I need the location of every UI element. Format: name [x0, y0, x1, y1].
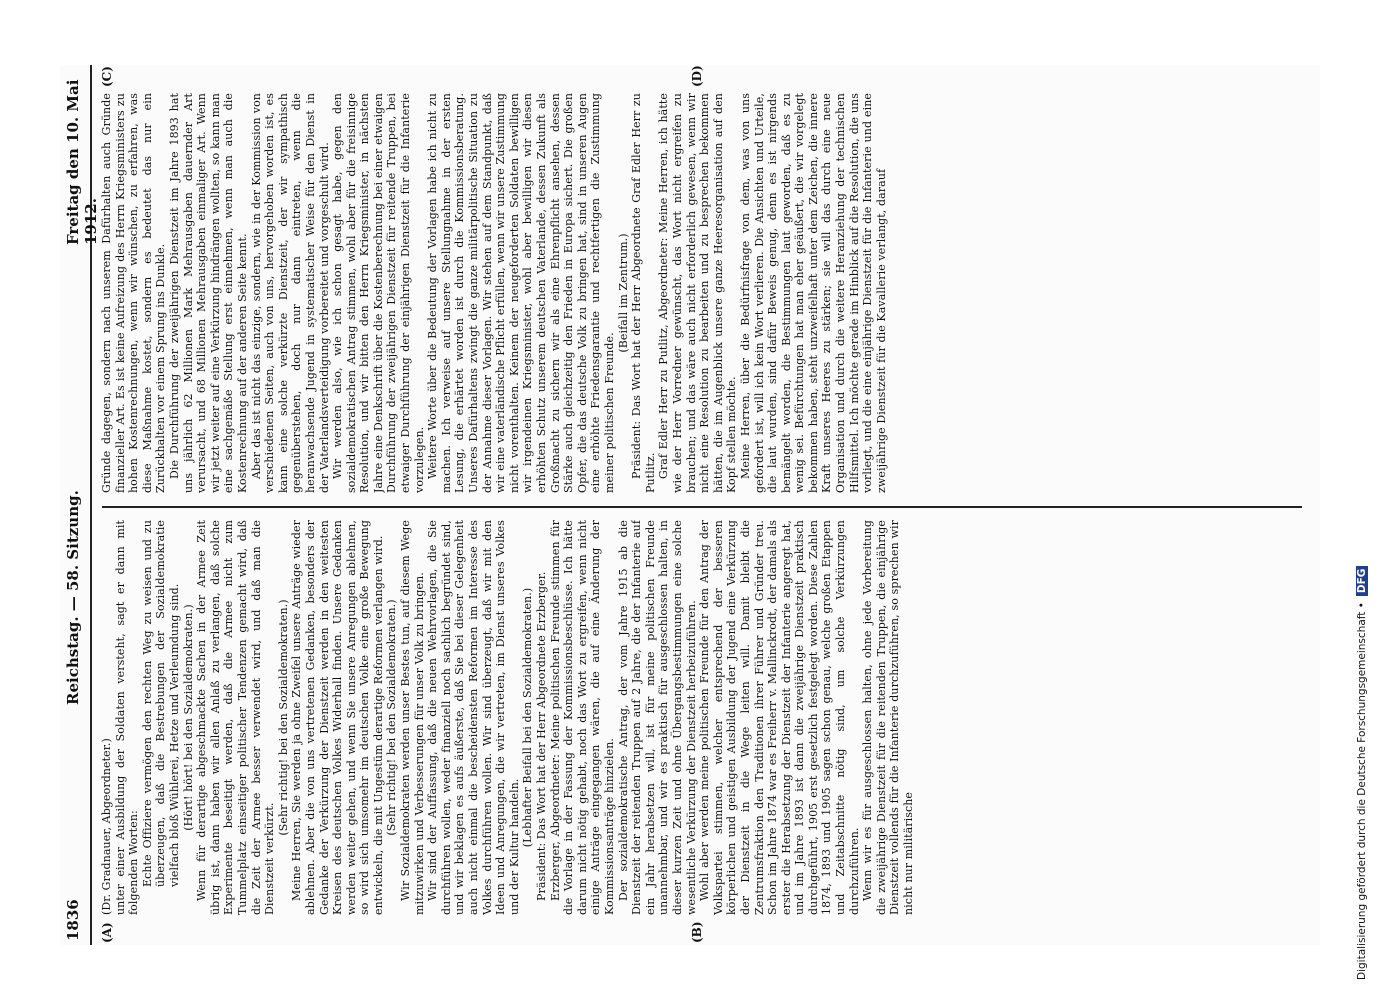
- page-header: [60, 65, 100, 945]
- paragraph: Wir werden also, wie ich schon gesagt habe, gegen den sozialdemokratischen Antrag stimmen, wohl aber für die freisinnige Resolution, und wir bitten den Herrn Kriegsminister, in nächsten Jahre eine Denkschrift über die Kostenberechnung bei einer etwaigen Durchführung der zweijährigen Dienstzeit für reitende Truppen, bei etwaiger Durchführung der einjährigen Dienstzeit für die Infanterie vorzulegen.: [331, 93, 426, 493]
- paragraph: Wir Sozialdemokraten werden unser Bestes tun, auf diesem Wege mitzuwirken und Verbesserungen für unser Volk zu bringen.: [399, 520, 426, 915]
- digitization-credit: [1356, 0, 1372, 980]
- paragraph: Wohl aber werden meine politischen Freunde für den Antrag der Volkspartei stimmen, welcher entsprechend der besseren körperlichen und geistigen Ausbildung der Jugend eine Verkürzung der Dienstzeit in die Wege leiten will. Damit bleibt die Zentrumsfraktion den Traditionen ihrer Führer und Gründer treu. Schon im Jahre 1874 war es Freiherr v. Mallinckrodt, der damals als erster die Herabsetzung der Dienstzeit der Infanterie angeregt hat, und im Jahre 1893 ist dann die zweijährige Dienstzeit praktisch durchgeführt, 1905 erst gesetzlich festgelegt worden. Diese Zahlen 1874, 1893 und 1905 sagen schon genau, welche großen Etappen und Zeitabschnitte nötig sind, um solche Verkürzungen durchzuführen.: [698, 520, 861, 915]
- paragraph: Meine Herren, über die Bedürfnisfrage von dem, was von uns gefordert ist, will ich kein Wort verlieren. Die Ansichten und Urteile, die laut wurden, sind dafür Beweis genug, denn es ist nirgends bemängelt worden, die Bestimmungen laut geworden, daß es zu wenig sei. Befürchtungen hat man eher geäußert, die wir vorgelegt bekommen haben, steht unzweifelhaft unter dem Zeichen, die innere Kraft unseres Heeres zu stärken; sie will das durch eine neue Organisation und durch die weitere Heranziehung der technischen Hilfsmittel. Ich möchte gerade im Hinblick auf die Resolution, die uns vorliegt, und die eine einjährige Dienstzeit für die Infanterie und eine zweijährige Dienstzeit für die Kavallerie verlangt, darauf: [738, 93, 888, 493]
- paragraph: Wir sind der Auffassung, daß die neuen Wehrvorlagen, die Sie durchführen wollen, weder finanziell noch sachlich begründet sind, und wir beklagen es aufs äußerste, daß Sie bei dieser Gelegenheit auch nicht einmal die bescheidensten Reformen im Interesse des Volkes durchführen wollen. Wir sind überzeugt, daß wir mit den Ideen und Anregungen, die wir vertreten, im Dienst unseres Volkes und der Kultur handeln.: [426, 520, 521, 915]
- left-text-column: [100, 520, 1315, 915]
- interjection: (Sehr richtig! bei den Sozialdemokraten.): [385, 599, 399, 836]
- paragraph: Gründe dagegen, sondern nach unserem Dafürhalten auch Gründe finanzieller Art. Es ist keine Aufreizung des Herrn Kriegsministers zu hohen Kostenrechnungen, wenn wir wünschen, zu erfahren, was diese Maßnahme kostet, sondern es bedeutet das nur ein Zurückhalten vor einem Sprung ins Dunkle.: [100, 93, 168, 493]
- page-number: 1836: [64, 899, 82, 941]
- interjection: (Beifall im Zentrum.): [616, 233, 630, 353]
- page-date: Freitag den 10. Mai 1912.: [64, 79, 100, 245]
- quotation: Echte Offiziere vermögen den rechten Weg zu weisen und zu überzeugen, daß die Bestrebungen der Sozialdemokratie vielfach bloß Wühlerei, Hetze und Verleumdung sind.: [140, 520, 181, 887]
- interjection: (Hört! hört! bei den Sozialdemokraten.): [181, 604, 195, 831]
- paragraph: Weitere Worte über die Bedeutung der Vorlagen habe ich nicht zu machen. Ich verweise auf unsere Stellungnahme in der ersten Lesung, die erhärtet worden ist durch die Kommissionsberatung. Unseres Dafürhaltens zwingt die ganze militärpolitische Situation zu der Annahme dieser Vorlagen. Wir stehen auf dem Standpunkt, daß wir eine vaterländische Pflicht erfüllen, wenn wir unsere Zustimmung nicht vorenthalten. Keinem der neugeforderten Soldaten bewilligen wir irgendeinen Kriegsminister, wohl aber bewilligen wir diesen erhöhten Schutz unserem deutschen Vaterlande, dessen Zukunft als Großmacht zu sichern wir als eine Ehrenpflicht ansehen, dessen Stärke auch gleichzeitig den Frieden in Europa sichert. Die großen Opfer, die das deutsche Volk zu bringen hat, sind in unseren Augen eine erhöhte Friedensgarantie und rechtfertigen die Zustimmung meiner politischen Freunde.: [426, 93, 616, 493]
- paragraph: Aber das ist nicht das einzige, sondern, wie in der Kommission von verschiedenen Seiten, auch von uns, hervorgehoben worden ist, es kann eine solche verkürzte Dienstzeit, der wir sympathisch gegenüberstehen, doch nur dann eintreten, wenn die heranwachsende Jugend in systematischer Weise für den Dienst in der Vaterlandsverteidigung vorbereitet und vorgeschult wird.: [249, 93, 331, 493]
- margin-letter-a: (A): [100, 922, 114, 943]
- credit-text: Digitalisierung gefördert durch die Deutsche Forschungsgemeinschaft •: [1356, 602, 1368, 980]
- column-divider: [102, 506, 1302, 508]
- interjection: (Lebhafter Beifall bei den Sozialdemokraten.): [521, 587, 535, 848]
- paragraph: Wenn wir es für ausgeschlossen halten, ohne jede Vorbereitung die zweijährige Dienstzeit für die reitenden Truppen, die einjährige Dienstzeit vollends für die Infanterie durchzuführen, so sprechen wir nicht nur militärische: [861, 520, 916, 915]
- page-title: Reichstag. — 58. Sitzung.: [64, 490, 82, 705]
- paragraph: Die Durchführung der zweijährigen Dienstzeit im Jahre 1893 hat uns jährlich 62 Millionen Mark Mehrausgaben dauernder Art verursacht, und 68 Millionen Mehrausgaben einmaliger Art. Wenn wir jetzt weiter auf eine Verkürzung hindrängen wollten, so kann man eine sachgemäße Stellung erst einnehmen, wenn man auch die Kostenrechnung auf der anderen Seite kennt.: [167, 93, 249, 493]
- margin-letter-b: (B): [690, 921, 704, 943]
- dfg-logo: DFG: [1356, 566, 1368, 597]
- paragraph: Meine Herren, Sie werden ja ohne Zweifel unsere Anträge wieder ablehnen. Aber die von uns vertretenen Gedanken, besonders der Gedanke der Verkürzung der Dienstzeit werden in den weitesten Kreisen des deutschen Volkes Widerhall finden. Unsere Gedanken werden weiter gehen, und wenn Sie unsere Anregungen ablehnen, so wird sich umsomehr im deutschen Volke eine große Bewegung entwickeln, die mit Ungestüm derartige Reformen verlangen wird.: [290, 520, 385, 915]
- right-text-column: [100, 93, 1315, 493]
- paragraph: Der sozialdemokratische Antrag, der vom Jahre 1915 ab die Dienstzeit der reitenden Truppen auf 2 Jahre, die der Infanterie auf ein Jahr herabsetzen will, ist für meine politischen Freunde unannehmbar, und wir es praktisch für ausgeschlossen halten, in dieser kurzen Zeit und ohne Übergangsbestimmungen eine solche wesentliche Verkürzung der Dienstzeit herbeizuführen.: [616, 520, 698, 915]
- paragraph: (Dr. Gradnauer, Abgeordneter.): [100, 738, 113, 915]
- speaker-paragraph: Erzberger, Abgeordneter: Meine politischen Freunde stimmen für die Vorlage in der Fassung der Kommissionsbeschlüsse. Ich hätte darum nicht nötig gehabt, noch das Wort zu ergreifen, wenn nicht einige Anträge eingegangen wären, die auf eine Änderung der Kommissionsanträge hinzielen.: [548, 520, 616, 915]
- speaker-paragraph: Präsident: Das Wort hat der Herr Abgeordnete Graf Edler Herr zu Putlitz.: [630, 93, 657, 493]
- speaker-paragraph: Graf Edler Herr zu Putlitz, Abgeordneter: Meine Herren, ich hätte wie der Herr Vorredner gewünscht, das Wort nicht ergreifen zu brauchen; und das wäre auch nicht erforderlich gewesen, wenn wir nicht eine Resolution zu bearbeiten und zu besprechen bekommen hätten, die im Augenblick unsere ganze Heeresorganisation auf den Kopf stellen möchte.: [657, 93, 739, 493]
- speaker-paragraph: Präsident: Das Wort hat der Herr Abgeordnete Erzberger.: [535, 571, 548, 901]
- interjection: (Sehr richtig! bei den Sozialdemokraten.): [276, 599, 290, 836]
- margin-letter-c: (C): [100, 66, 114, 87]
- paragraph: unter einer Ausbildung der Soldaten versteht, sagt er dann mit folgenden Worten:: [113, 520, 141, 915]
- margin-letter-d: (D): [690, 65, 704, 87]
- paragraph: Wenn für derartige abgeschmackte Sachen in der Armee Zeit übrig ist, dann haben wir allen Anlaß zu verlangen, daß solche Experimente beseitigt werden, daß die Armee nicht zum Tummelplatz einseitiger politischer Tendenzen gemacht wird, daß die Zeit der Armee besser verwendet wird, und daß man die Dienstzeit verkürzt.: [195, 520, 277, 915]
- rotated-document-page: [60, 65, 1320, 945]
